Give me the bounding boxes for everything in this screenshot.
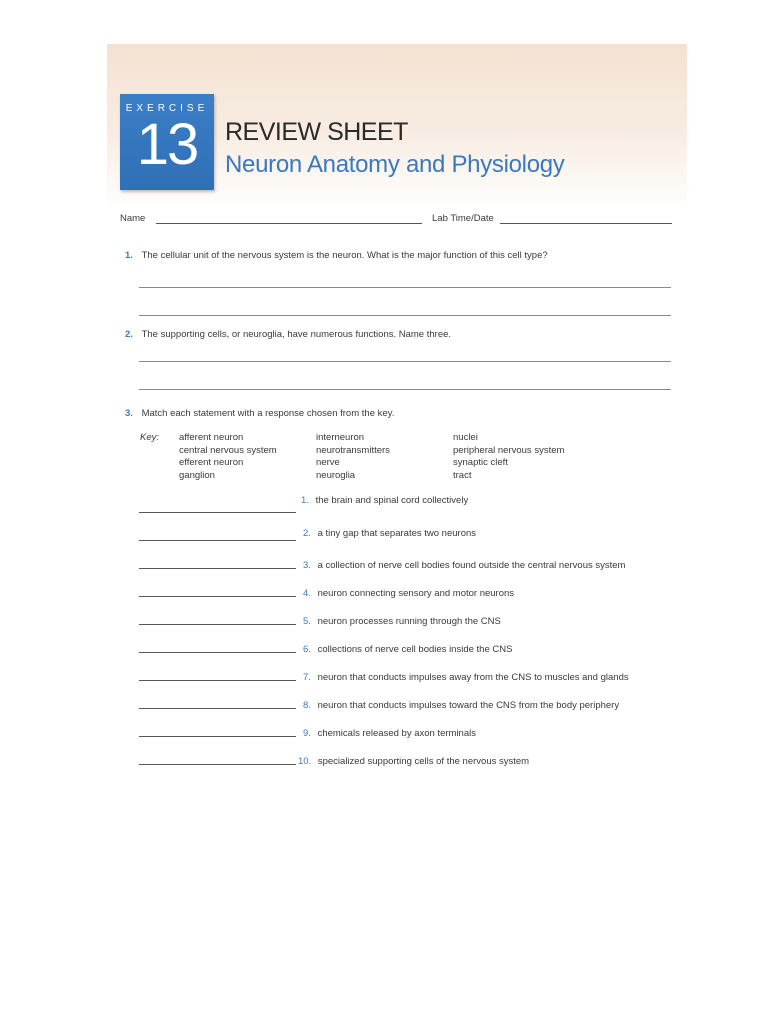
match-item-2 [303,528,476,539]
key-column-2 [316,432,390,482]
match-answer-line-7[interactable] [139,680,296,681]
key-term: neuroglia [316,469,356,481]
match-answer-line-8[interactable] [139,708,296,709]
labtime-label: Lab Time/Date [432,213,494,224]
key-column-1 [179,432,277,482]
match-text: neuron connecting sensory and motor neurons [317,588,515,599]
match-number: 10. [298,756,312,767]
key-term: afferent neuron [179,432,244,443]
match-text: a collection of nerve cell bodies found outside the central nervous system [317,560,626,571]
question-text: The cellular unit of the nervous system is the neuron. What is the major function of this cell type? [141,250,548,261]
match-answer-line-1[interactable] [139,512,296,513]
match-item-3 [303,560,625,571]
match-text: specialized supporting cells of the nervous system [317,756,530,767]
match-number: 9. [303,728,311,739]
match-text: a tiny gap that separates two neurons [317,528,477,539]
key-term: synaptic cleft [453,457,508,468]
labtime-field[interactable] [500,223,672,224]
match-text: neuron that conducts impulses toward the CNS from the body periphery [317,700,620,711]
match-item-9 [303,728,476,739]
page-title: REVIEW SHEET [225,118,408,146]
match-answer-line-2[interactable] [139,540,296,541]
answer-line[interactable] [139,361,671,362]
question-number: 3. [125,408,133,419]
match-item-6 [303,644,512,655]
match-number: 5. [303,616,311,627]
match-answer-line-10[interactable] [139,764,296,765]
match-text: neuron processes running through the CNS [317,616,501,627]
match-answer-line-6[interactable] [139,652,296,653]
match-number: 2. [303,528,311,539]
page-subtitle: Neuron Anatomy and Physiology [225,151,565,178]
question-text: The supporting cells, or neuroglia, have numerous functions. Name three. [141,329,452,340]
match-number: 7. [303,672,311,683]
match-item-10 [298,756,529,767]
match-text: chemicals released by axon terminals [317,728,476,739]
match-number: 8. [303,700,311,711]
match-number: 6. [303,644,311,655]
match-text: the brain and spinal cord collectively [315,495,469,506]
key-term: interneuron [316,432,365,443]
question-2 [125,329,451,340]
match-text: collections of nerve cell bodies inside the CNS [317,644,513,655]
match-text: neuron that conducts impulses away from the CNS to muscles and glands [317,672,629,683]
match-answer-line-5[interactable] [139,624,296,625]
name-label: Name [120,213,146,224]
match-answer-line-3[interactable] [139,568,296,569]
match-item-1 [301,495,468,506]
key-term: ganglion [179,469,215,481]
question-number: 1. [125,250,133,261]
question-text: Match each statement with a response chosen from the key. [141,408,395,419]
question-3 [125,408,394,419]
key-term: nerve [316,457,340,468]
answer-line[interactable] [139,389,671,390]
key-column-3 [453,432,564,482]
match-item-4 [303,588,514,599]
match-answer-line-9[interactable] [139,736,296,737]
key-term: neurotransmitters [316,444,390,456]
exercise-number: 13 [136,112,198,177]
match-item-7 [303,672,629,683]
exercise-label: EXERCISE [125,103,209,114]
match-number: 1. [301,495,309,506]
match-item-5 [303,616,501,627]
match-number: 3. [303,560,311,571]
key-term: nuclei [453,432,478,443]
name-field[interactable] [156,223,422,224]
key-term: central nervous system [179,444,277,456]
match-answer-line-4[interactable] [139,596,296,597]
answer-line[interactable] [139,287,671,288]
key-label: Key: [140,432,160,443]
key-term: peripheral nervous system [453,444,565,456]
key-term: efferent neuron [179,457,244,468]
question-number: 2. [125,329,133,340]
key-term: tract [453,469,472,481]
match-item-8 [303,700,619,711]
question-1 [125,250,548,261]
match-number: 4. [303,588,311,599]
answer-line[interactable] [139,315,671,316]
exercise-badge [120,94,214,190]
